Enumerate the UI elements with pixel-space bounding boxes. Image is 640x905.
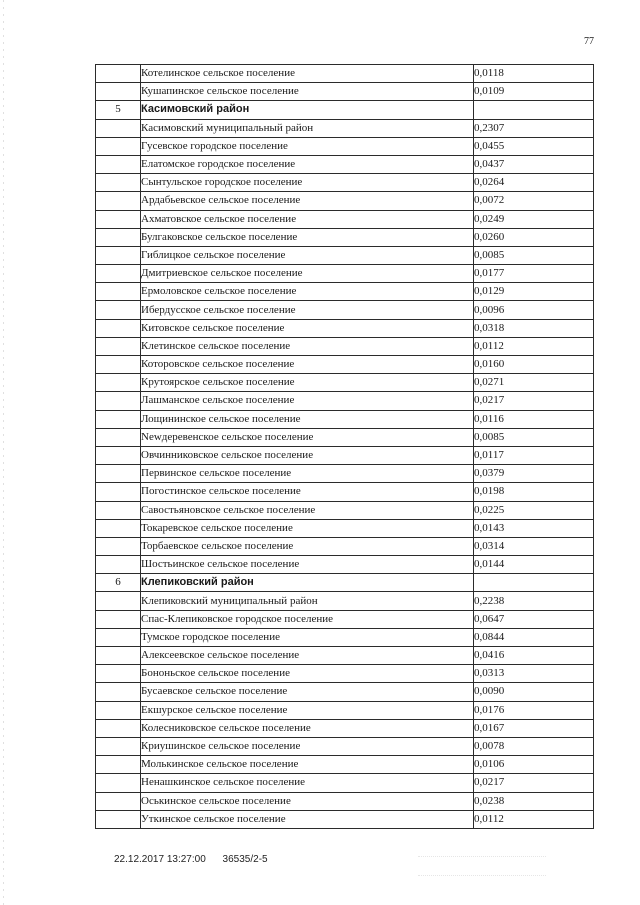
row-number	[96, 501, 141, 519]
table-row	[96, 701, 594, 719]
table-row	[96, 556, 594, 574]
row-name: Погостинское сельское поселение	[141, 483, 474, 501]
row-number	[96, 374, 141, 392]
table-row	[96, 628, 594, 646]
row-value: 0,0085	[474, 246, 594, 264]
table-row	[96, 519, 594, 537]
row-number	[96, 392, 141, 410]
row-number	[96, 283, 141, 301]
row-value: 0,0078	[474, 737, 594, 755]
row-name: Молькинское сельское поселение	[141, 756, 474, 774]
row-value: 0,0117	[474, 446, 594, 464]
row-name: Крутоярское сельское поселение	[141, 374, 474, 392]
row-name: Бононьское сельское поселение	[141, 665, 474, 683]
row-number	[96, 665, 141, 683]
row-number	[96, 410, 141, 428]
table-row	[96, 228, 594, 246]
row-value: 0,0143	[474, 519, 594, 537]
table-row	[96, 647, 594, 665]
row-name: Ибердусское сельское поселение	[141, 301, 474, 319]
table-row	[96, 810, 594, 828]
row-value: 0,0260	[474, 228, 594, 246]
row-value: 0,2238	[474, 592, 594, 610]
table-row	[96, 301, 594, 319]
row-number	[96, 65, 141, 83]
row-number: 5	[96, 101, 141, 119]
row-number	[96, 155, 141, 173]
row-value: 0,0225	[474, 501, 594, 519]
table-row	[96, 683, 594, 701]
row-number	[96, 810, 141, 828]
row-value: 0,0116	[474, 410, 594, 428]
table-row	[96, 774, 594, 792]
row-number	[96, 192, 141, 210]
row-value: 0,0176	[474, 701, 594, 719]
row-number	[96, 556, 141, 574]
table-row	[96, 119, 594, 137]
row-value: 0,0271	[474, 374, 594, 392]
table-row	[96, 356, 594, 374]
table-row	[96, 592, 594, 610]
row-name: Клетинское сельское поселение	[141, 337, 474, 355]
row-number	[96, 265, 141, 283]
row-value: 0,0217	[474, 392, 594, 410]
row-number	[96, 647, 141, 665]
table-body	[96, 65, 594, 829]
row-name: Алексеевское сельское поселение	[141, 647, 474, 665]
row-name: Ахматовское сельское поселение	[141, 210, 474, 228]
table-row	[96, 483, 594, 501]
row-name: Которовское сельское поселение	[141, 356, 474, 374]
row-number	[96, 83, 141, 101]
footer-datetime: 22.12.2017 13:27:00	[114, 854, 206, 865]
table-row	[96, 428, 594, 446]
table-row	[96, 65, 594, 83]
page-number: 77	[584, 36, 594, 47]
row-name: Лашманское сельское поселение	[141, 392, 474, 410]
table-row	[96, 155, 594, 173]
row-number	[96, 210, 141, 228]
row-value: 0,0072	[474, 192, 594, 210]
row-value: 0,0416	[474, 647, 594, 665]
row-number	[96, 137, 141, 155]
row-value: 0,0167	[474, 719, 594, 737]
row-name: Клепиковский район	[141, 574, 474, 592]
row-value: 0,0238	[474, 792, 594, 810]
row-number	[96, 319, 141, 337]
row-value: 0,0085	[474, 428, 594, 446]
row-number	[96, 701, 141, 719]
row-name: Сынтульское городское поселение	[141, 174, 474, 192]
row-number	[96, 537, 141, 555]
row-value	[474, 574, 594, 592]
row-name: Оськинское сельское поселение	[141, 792, 474, 810]
row-number	[96, 756, 141, 774]
row-value: 0,0844	[474, 628, 594, 646]
row-number	[96, 719, 141, 737]
row-name: Торбаевское сельское поселение	[141, 537, 474, 555]
row-number	[96, 628, 141, 646]
table-row	[96, 246, 594, 264]
row-value: 0,0144	[474, 556, 594, 574]
row-value: 0,0160	[474, 356, 594, 374]
row-name: Шостьинское сельское поселение	[141, 556, 474, 574]
row-number	[96, 683, 141, 701]
row-value: 0,0455	[474, 137, 594, 155]
row-value: 0,0177	[474, 265, 594, 283]
table-row	[96, 210, 594, 228]
row-value: 0,0129	[474, 283, 594, 301]
table-row	[96, 83, 594, 101]
table-row	[96, 192, 594, 210]
table-row	[96, 537, 594, 555]
row-name: Булгаковское сельское поселение	[141, 228, 474, 246]
district-row	[96, 101, 594, 119]
row-number	[96, 610, 141, 628]
row-number	[96, 337, 141, 355]
row-name: Елатомское городское поселение	[141, 155, 474, 173]
row-name: Дмитриевское сельское поселение	[141, 265, 474, 283]
row-number	[96, 356, 141, 374]
table-row	[96, 719, 594, 737]
footer	[114, 854, 282, 865]
table-row	[96, 410, 594, 428]
row-name: Касимовский район	[141, 101, 474, 119]
row-name: Ардабьевское сельское поселение	[141, 192, 474, 210]
table-row	[96, 610, 594, 628]
row-name: Токаревское сельское поселение	[141, 519, 474, 537]
row-name: Клепиковский муниципальный район	[141, 592, 474, 610]
row-name: Ненашкинское сельское поселение	[141, 774, 474, 792]
row-number	[96, 174, 141, 192]
row-name: Котелинское сельское поселение	[141, 65, 474, 83]
row-number	[96, 446, 141, 464]
table-row	[96, 792, 594, 810]
table-row	[96, 392, 594, 410]
row-number	[96, 428, 141, 446]
table-row	[96, 337, 594, 355]
row-name: Колесниковское сельское поселение	[141, 719, 474, 737]
row-value: 0,0096	[474, 301, 594, 319]
table-row	[96, 174, 594, 192]
row-value: 0,0198	[474, 483, 594, 501]
row-number: 6	[96, 574, 141, 592]
row-number	[96, 228, 141, 246]
table-row	[96, 374, 594, 392]
row-value: 0,0647	[474, 610, 594, 628]
row-name: Овчинниковское сельское поселение	[141, 446, 474, 464]
row-value: 0,0217	[474, 774, 594, 792]
row-name: Newдеревенское сельское поселение	[141, 428, 474, 446]
row-name: Первинское сельское поселение	[141, 465, 474, 483]
row-name: Спас-Клепиковское городское поселение	[141, 610, 474, 628]
row-value: 0,0264	[474, 174, 594, 192]
table-row	[96, 137, 594, 155]
row-name: Савостьяновское сельское поселение	[141, 501, 474, 519]
row-value	[474, 101, 594, 119]
row-value: 0,0090	[474, 683, 594, 701]
row-number	[96, 774, 141, 792]
row-number	[96, 301, 141, 319]
row-number	[96, 519, 141, 537]
row-value: 0,0112	[474, 810, 594, 828]
table-row	[96, 501, 594, 519]
row-name: Бусаевское сельское поселение	[141, 683, 474, 701]
row-name: Лощининское сельское поселение	[141, 410, 474, 428]
row-value: 0,2307	[474, 119, 594, 137]
row-value: 0,0379	[474, 465, 594, 483]
row-value: 0,0118	[474, 65, 594, 83]
row-name: Гиблицкое сельское поселение	[141, 246, 474, 264]
row-name: Криушинское сельское поселение	[141, 737, 474, 755]
row-value: 0,0314	[474, 537, 594, 555]
row-number	[96, 737, 141, 755]
scan-edge-marks	[3, 0, 4, 905]
row-name: Китовское сельское поселение	[141, 319, 474, 337]
row-name: Тумское городское поселение	[141, 628, 474, 646]
row-value: 0,0313	[474, 665, 594, 683]
row-value: 0,0437	[474, 155, 594, 173]
allocation-table	[95, 64, 594, 829]
row-value: 0,0318	[474, 319, 594, 337]
row-value: 0,0109	[474, 83, 594, 101]
table-row	[96, 319, 594, 337]
row-name: Касимовский муниципальный район	[141, 119, 474, 137]
table-row	[96, 465, 594, 483]
row-name: Гусевское городское поселение	[141, 137, 474, 155]
table-row	[96, 665, 594, 683]
row-name: Кушапинское сельское поселение	[141, 83, 474, 101]
row-name: Уткинское сельское поселение	[141, 810, 474, 828]
row-number	[96, 465, 141, 483]
footer-doc-id: 36535/2-5	[222, 854, 268, 865]
row-number	[96, 592, 141, 610]
row-name: Екшурское сельское поселение	[141, 701, 474, 719]
row-name: Ермоловское сельское поселение	[141, 283, 474, 301]
table-row	[96, 446, 594, 464]
row-number	[96, 483, 141, 501]
row-value: 0,0106	[474, 756, 594, 774]
row-value: 0,0112	[474, 337, 594, 355]
table-row	[96, 737, 594, 755]
table-row	[96, 265, 594, 283]
district-row	[96, 574, 594, 592]
row-number	[96, 246, 141, 264]
row-value: 0,0249	[474, 210, 594, 228]
row-number	[96, 119, 141, 137]
faint-stamp	[418, 856, 546, 876]
table-row	[96, 283, 594, 301]
row-number	[96, 792, 141, 810]
table-row	[96, 756, 594, 774]
